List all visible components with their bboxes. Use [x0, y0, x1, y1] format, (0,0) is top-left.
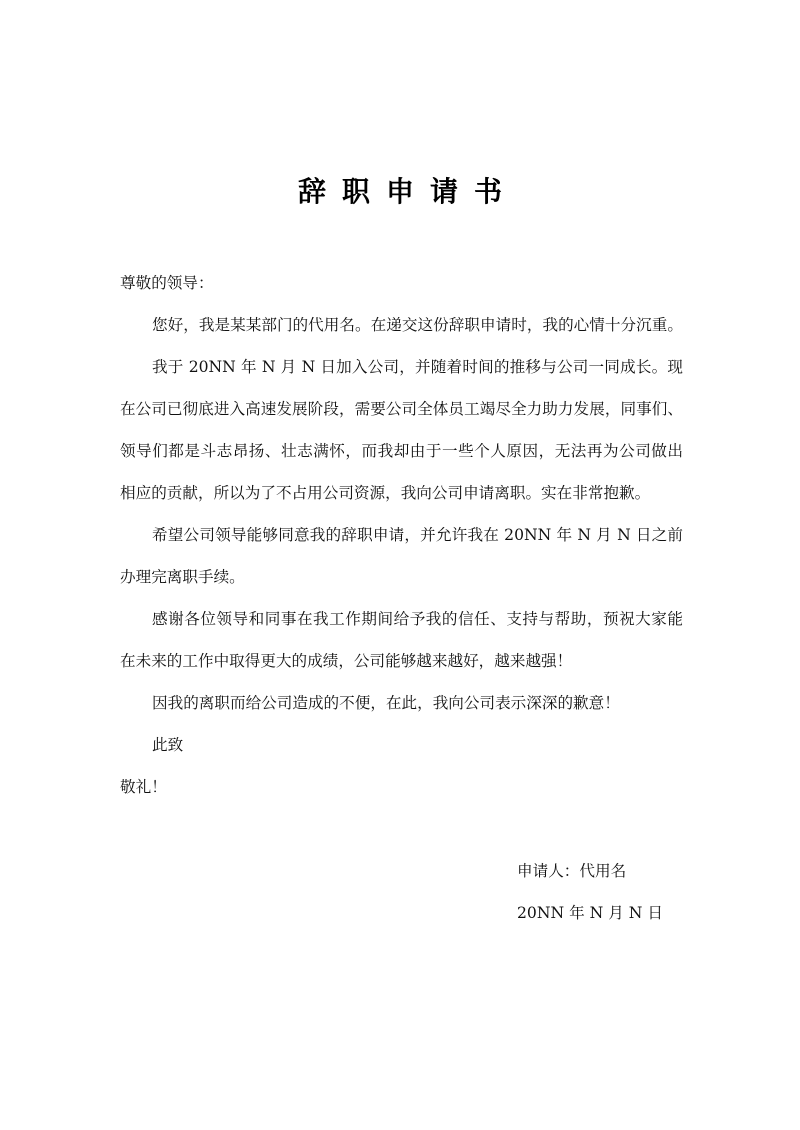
paragraph-2-line-4: 相应的贡献，所以为了不占用公司资源，我向公司申请离职。实在非常抱歉。: [120, 484, 651, 502]
signature-date: 20NN 年 N 月 N 日: [517, 904, 663, 922]
paragraph-2-line-2: 在公司已彻底进入高速发展阶段，需要公司全体员工竭尽全力助力发展，同事们、: [120, 400, 683, 418]
paragraph-5-line-1: 因我的离职而给公司造成的不便，在此，我向公司表示深深的歉意！: [152, 694, 620, 712]
closing-cizhi: 此致: [152, 736, 184, 754]
document-title: 辞职申请书: [297, 175, 518, 208]
paragraph-thanks: [120, 598, 683, 682]
closing-jingli: 敬礼！: [120, 778, 167, 796]
paragraph-greeting: [120, 304, 683, 346]
paragraph-4-line-1: 感谢各位领导和同事在我工作期间给予我的信任、支持与帮助，预祝大家能: [152, 610, 683, 628]
paragraph-apology: [120, 682, 683, 724]
paragraph-2-line-3: 领导们都是斗志昂扬、壮志满怀，而我却由于一些个人原因，无法再为公司做出: [120, 442, 683, 460]
paragraph-3-line-2: 办理完离职手续。: [120, 568, 245, 586]
paragraph-1-line-1: 您好，我是某某部门的代用名。在递交这份辞职申请时，我的心情十分沉重。: [152, 316, 683, 334]
paragraph-3-line-1: 希望公司领导能够同意我的辞职申请，并允许我在 20NN 年 N 月 N 日之前: [152, 526, 683, 544]
paragraph-2-line-1: 我于 20NN 年 N 月 N 日加入公司，并随着时间的推移与公司一同成长。现: [152, 358, 683, 376]
paragraph-reason: [120, 346, 683, 514]
salutation: 尊敬的领导：: [120, 274, 214, 292]
paragraph-4-line-2: 在未来的工作中取得更大的成绩，公司能够越来越好，越来越强！: [120, 652, 573, 670]
letter-body: [120, 262, 683, 808]
signature-applicant: 申请人：代用名: [517, 862, 627, 880]
signature-block: [517, 850, 757, 934]
paragraph-request: [120, 514, 683, 598]
